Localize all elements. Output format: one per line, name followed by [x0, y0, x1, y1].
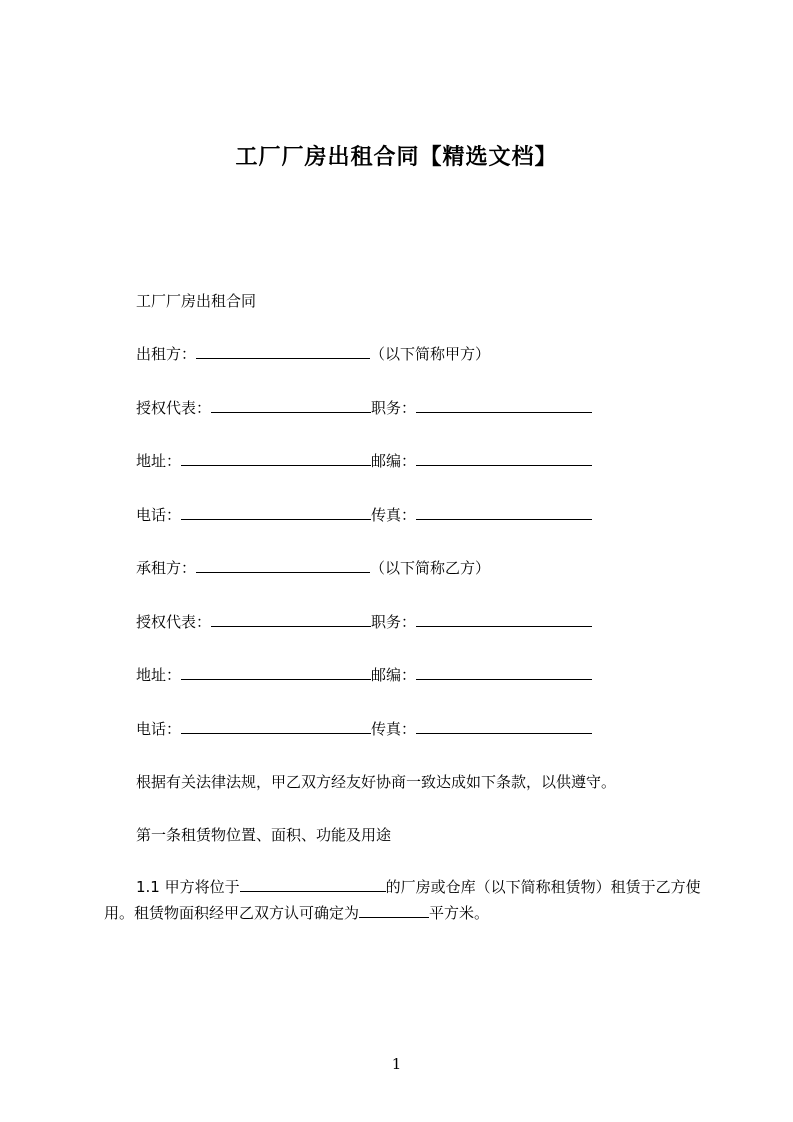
lessee-phone-blank[interactable]: [181, 719, 371, 734]
lessor-phone-line: [136, 505, 592, 525]
lessee-party-label: 承租方：: [136, 559, 197, 577]
lessor-party-suffix: （以下简称甲方）: [370, 345, 491, 363]
lessee-position-label: 职务：: [371, 613, 417, 631]
lessor-rep-blank[interactable]: [211, 398, 371, 413]
lessor-party-label: 出租方：: [136, 345, 197, 363]
lessor-fax-blank[interactable]: [416, 505, 592, 520]
location-blank[interactable]: [240, 877, 386, 892]
lessor-address-blank[interactable]: [181, 451, 371, 466]
lessee-address-blank[interactable]: [181, 665, 371, 680]
lessee-rep-line: [136, 612, 592, 632]
lessor-fax-label: 传真：: [371, 506, 417, 524]
lessee-name-blank[interactable]: [196, 558, 370, 573]
lessor-name-blank[interactable]: [196, 344, 370, 359]
lessor-address-label: 地址：: [136, 452, 182, 470]
area-blank[interactable]: [359, 903, 429, 918]
contract-heading: 工厂厂房出租合同: [136, 292, 257, 310]
lessee-address-label: 地址：: [136, 666, 182, 684]
lessee-party-line: [136, 558, 490, 578]
clause-1-1-part2: 的厂房或仓库（以下简称租赁物）租赁于乙方使用。租赁物面积经甲乙双方认可确定为: [104, 878, 701, 922]
intro-text: 根据有关法律法规，甲乙双方经友好协商一致达成如下条款，以供遵守。: [136, 773, 617, 791]
lessor-phone-blank[interactable]: [181, 505, 371, 520]
lessee-phone-label: 电话：: [136, 720, 182, 738]
lessor-postcode-blank[interactable]: [416, 451, 592, 466]
clause-1-1-part1: 1.1 甲方将位于: [136, 878, 240, 896]
lessee-position-blank[interactable]: [416, 612, 592, 627]
lessee-postcode-blank[interactable]: [416, 665, 592, 680]
lessor-rep-line: [136, 398, 592, 418]
clause-1-1-part3: 平方米。: [429, 904, 490, 922]
lessor-postcode-label: 邮编：: [371, 452, 417, 470]
lessee-rep-label: 授权代表：: [136, 613, 212, 631]
article-1-title: 第一条租赁物位置、面积、功能及用途: [136, 826, 392, 844]
lessor-position-blank[interactable]: [416, 398, 592, 413]
lessee-fax-blank[interactable]: [416, 719, 592, 734]
clause-1-1: [104, 874, 704, 926]
document-title: 工厂厂房出租合同【精选文档】: [235, 145, 558, 170]
lessor-rep-label: 授权代表：: [136, 399, 212, 417]
lessor-address-line: [136, 451, 592, 471]
lessee-phone-line: [136, 719, 592, 739]
lessor-party-line: [136, 344, 490, 364]
lessee-fax-label: 传真：: [371, 720, 417, 738]
lessor-position-label: 职务：: [371, 399, 417, 417]
lessee-postcode-label: 邮编：: [371, 666, 417, 684]
page-number: 1: [391, 1055, 402, 1073]
lessee-address-line: [136, 665, 592, 685]
lessee-rep-blank[interactable]: [211, 612, 371, 627]
lessee-party-suffix: （以下简称乙方）: [370, 559, 491, 577]
lessor-phone-label: 电话：: [136, 506, 182, 524]
